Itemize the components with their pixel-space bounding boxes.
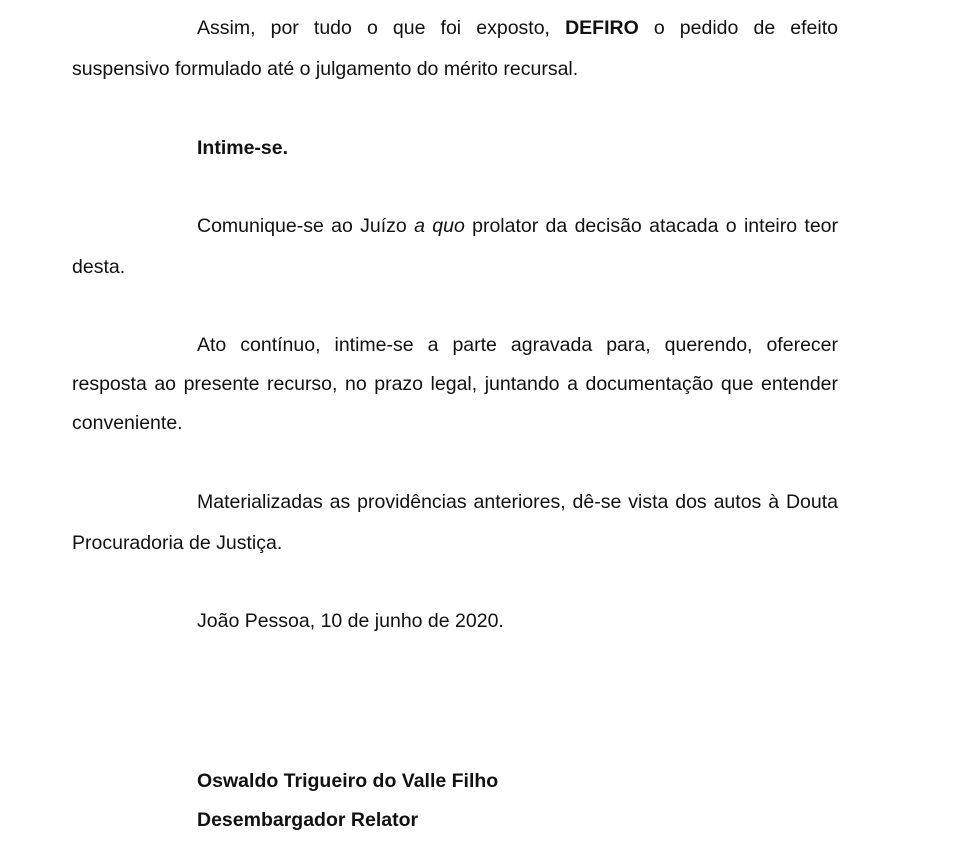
paragraph-4-line-1: Ato contínuo, intime-se a parte agravada para, querendo, oferecer <box>197 334 838 356</box>
paragraph-4-line-3: conveniente. <box>72 412 183 434</box>
text-segment: o pedido de efeito <box>653 17 838 39</box>
paragraph-3-line-2: desta. <box>72 256 126 278</box>
text-segment: Assim, por tudo o que foi exposto, <box>197 17 550 39</box>
latin-term: a quo <box>414 215 465 237</box>
date-line: João Pessoa, 10 de junho de 2020. <box>197 610 504 632</box>
paragraph-5-line-2: Procuradoria de Justiça. <box>72 532 283 554</box>
deferral-keyword: DEFIRO <box>565 17 639 39</box>
text-segment: prolator da decisão atacada o inteiro teor <box>472 215 839 237</box>
signatory-name: Oswaldo Trigueiro do Valle Filho <box>197 770 499 792</box>
intime-heading: Intime-se. <box>197 137 289 159</box>
paragraph-1-line-2: suspensivo formulado até o julgamento do mérito recursal. <box>72 58 579 80</box>
paragraph-5-line-1: Materializadas as providências anteriores, dê-se vista dos autos à Douta <box>197 491 838 513</box>
paragraph-4-line-2: resposta ao presente recurso, no prazo legal, juntando a documentação que entender <box>72 373 838 395</box>
signatory-title: Desembargador Relator <box>197 809 419 831</box>
paragraph-1-line-1 <box>197 16 838 40</box>
paragraph-3-line-1 <box>197 214 838 238</box>
text-segment: Comunique-se ao Juízo <box>197 215 407 237</box>
